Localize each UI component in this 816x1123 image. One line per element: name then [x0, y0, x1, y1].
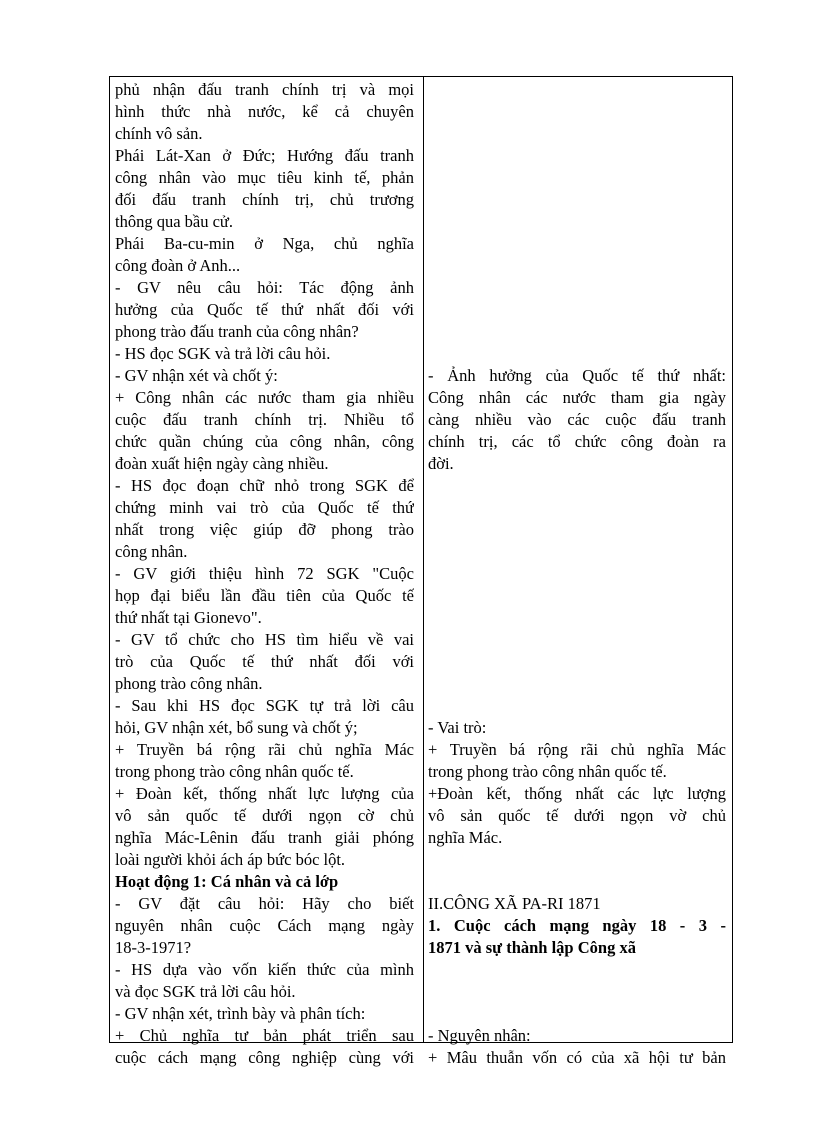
- left-text-line: trò của Quốc tế thứ nhất đối với: [115, 652, 414, 671]
- left-text-line: Phái Ba-cu-min ở Nga, chủ nghĩa: [115, 234, 414, 253]
- right-text-line: 1. Cuộc cách mạng ngày 18 - 3 -: [428, 916, 726, 935]
- left-text-line: nguyên nhân cuộc Cách mạng ngày: [115, 916, 414, 935]
- left-text-line: - GV nhận xét, trình bày và phân tích:: [115, 1004, 366, 1023]
- left-text-line: cuộc cách mạng công nghiệp cùng với: [115, 1048, 414, 1067]
- lesson-table: [109, 76, 733, 1067]
- left-text-line: - HS đọc SGK và trả lời câu hỏi.: [115, 344, 331, 363]
- right-text-line: nghĩa Mác.: [428, 828, 503, 847]
- right-text-line: 1871 và sự thành lập Công xã: [428, 938, 636, 957]
- left-text-line: chứng minh vai trò của Quốc tế thứ: [115, 498, 414, 517]
- left-text-line: phong trào công nhân.: [115, 674, 263, 693]
- left-text-line: - GV đặt câu hỏi: Hãy cho biết: [115, 894, 414, 913]
- left-text-line: + Đoàn kết, thống nhất lực lượng của: [115, 784, 414, 803]
- right-text-line: + Mâu thuẫn vốn có của xã hội tư bản: [428, 1048, 726, 1067]
- left-text-line: Phái Lát-Xan ở Đức; Hướng đấu tranh: [115, 146, 414, 165]
- right-text-line: +Đoàn kết, thống nhất các lực lượng: [428, 784, 726, 803]
- activities-column: [115, 77, 414, 1067]
- left-text-line: nhất trong việc giúp đỡ phong trào: [115, 520, 414, 539]
- left-text-line: loài người khỏi ách áp bức bóc lột.: [115, 850, 346, 869]
- left-text-line: Hoạt động 1: Cá nhân và cả lớp: [115, 872, 339, 891]
- left-text-line: công nhân.: [115, 542, 188, 561]
- left-text-line: trong phong trào công nhân quốc tế.: [115, 762, 354, 781]
- left-text-line: thông qua bầu cử.: [115, 212, 233, 231]
- left-text-line: hình thức nhà nước, kể cả chuyên: [115, 102, 414, 121]
- left-text-line: - GV nêu câu hỏi: Tác động ảnh: [115, 278, 414, 297]
- left-text-line: công nhân vào mục tiêu kinh tế, phản: [115, 168, 414, 187]
- left-text-line: và đọc SGK trả lời câu hỏi.: [115, 982, 296, 1001]
- left-text-line: đối đấu tranh chính trị, chủ trương: [115, 190, 414, 209]
- right-text-line: - Vai trò:: [428, 718, 487, 737]
- left-text-line: + Truyền bá rộng rãi chủ nghĩa Mác: [115, 740, 414, 759]
- right-text-line: II.CÔNG XÃ PA-RI 1871: [428, 894, 601, 913]
- left-text-line: - Sau khi HS đọc SGK tự trả lời câu: [115, 696, 414, 715]
- right-text-line: + Truyền bá rộng rãi chủ nghĩa Mác: [428, 740, 726, 759]
- left-text-line: nghĩa Mác-Lênin đấu tranh giải phóng: [115, 828, 414, 847]
- left-text-line: + Công nhân các nước tham gia nhiều: [115, 388, 414, 407]
- left-text-line: - GV giới thiệu hình 72 SGK "Cuộc: [115, 564, 414, 583]
- right-text-line: - Ảnh hưởng của Quốc tế thứ nhất:: [428, 366, 726, 385]
- right-text-line: - Nguyên nhân:: [428, 1026, 531, 1045]
- left-text-line: họp đại biểu lần đầu tiên của Quốc tế: [115, 586, 414, 605]
- left-text-line: - HS dựa vào vốn kiến thức của mình: [115, 960, 414, 979]
- left-text-line: cuộc đấu tranh chính trị. Nhiều tổ: [115, 410, 414, 429]
- left-text-line: - GV tổ chức cho HS tìm hiểu về vai: [115, 630, 414, 649]
- right-text-line: Công nhân các nước tham gia ngày: [428, 388, 726, 407]
- left-text-line: phủ nhận đấu tranh chính trị và mọi: [115, 80, 414, 99]
- right-text-line: vô sản quốc tế dưới ngọn vờ chủ: [428, 806, 726, 825]
- column-divider: [423, 77, 424, 1042]
- left-text-line: hưởng của Quốc tế thứ nhất đối với: [115, 300, 414, 319]
- left-text-line: + Chủ nghĩa tư bản phát triển sau: [115, 1026, 414, 1045]
- right-text-line: chính trị, các tổ chức công đoàn ra: [428, 432, 726, 451]
- content-column: [428, 77, 726, 1067]
- left-text-line: vô sản quốc tế dưới ngọn cờ chủ: [115, 806, 414, 825]
- left-text-line: - HS đọc đoạn chữ nhỏ trong SGK để: [115, 476, 414, 495]
- right-text-line: trong phong trào công nhân quốc tế.: [428, 762, 667, 781]
- left-text-line: thứ nhất tại Gionevo".: [115, 608, 262, 627]
- right-text-line: đời.: [428, 454, 454, 473]
- left-text-line: đoàn xuất hiện ngày càng nhiều.: [115, 454, 329, 473]
- left-text-line: hỏi, GV nhận xét, bổ sung và chốt ý;: [115, 718, 358, 737]
- right-text-line: càng nhiều vào các cuộc đấu tranh: [428, 410, 726, 429]
- left-text-line: phong trào đấu tranh của công nhân?: [115, 322, 359, 341]
- left-text-line: chính vô sản.: [115, 124, 203, 143]
- left-text-line: chức quần chúng của công nhân, công: [115, 432, 414, 451]
- left-text-line: 18-3-1971?: [115, 938, 192, 957]
- left-text-line: - GV nhận xét và chốt ý:: [115, 366, 278, 385]
- left-text-line: công đoàn ở Anh...: [115, 256, 241, 275]
